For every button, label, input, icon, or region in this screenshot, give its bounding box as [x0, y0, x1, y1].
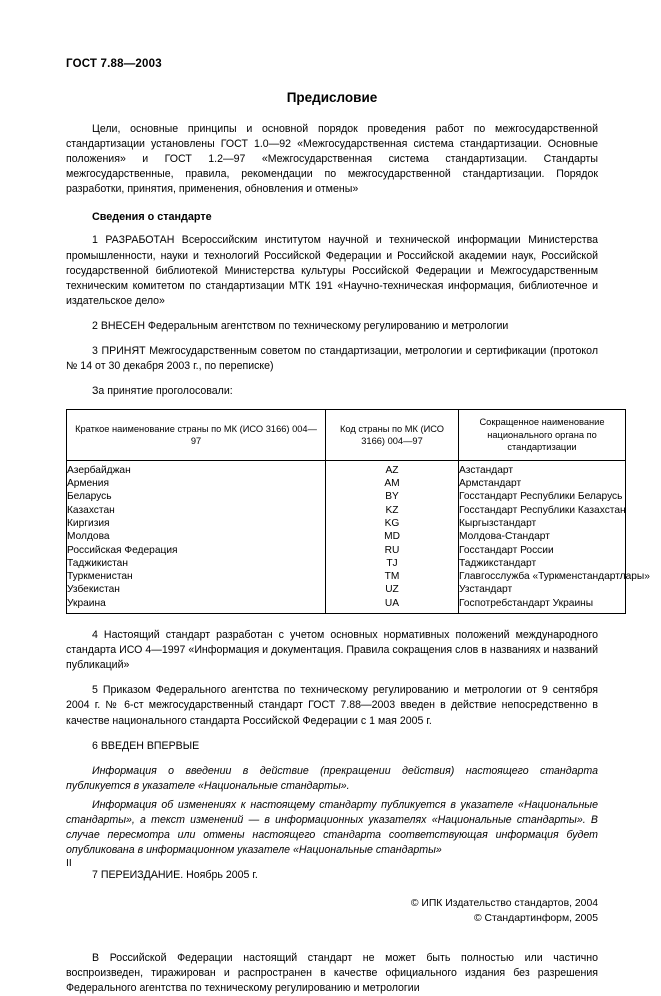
cell-country: Таджикистан: [67, 557, 326, 570]
cell-code: BY: [326, 490, 459, 503]
intro-paragraph: Цели, основные принципы и основной порядок проведения работ по межгосударственной стандартизации установлены ГОСТ 1.0—92 «Межгосударственная система стандартизации. Основные положения» и ГОСТ 1.2—97 «Межгосударственная система стандартизации. Стандарты межгосударственные, правила, рекомендации по межгосударственной стандартизации. Порядок разработки, принятия, применения, обновления и отмены»: [66, 123, 598, 196]
table-row: [67, 557, 626, 570]
cell-country: Казахстан: [67, 504, 326, 517]
note-introduction: Информация о введении в действие (прекращении действия) настоящего стандарта публикуется в указателе «Национальные стандарты».: [66, 764, 598, 792]
table-header-row: [67, 410, 626, 461]
table-row: [67, 597, 626, 614]
copyright-line-2: © Стандартинформ, 2005: [473, 912, 598, 924]
cell-code: TM: [326, 570, 459, 583]
table-row: [67, 517, 626, 530]
cell-code: TJ: [326, 557, 459, 570]
table-header-country: Краткое наименование страны по МК (ИСО 3166) 004—97: [67, 410, 326, 461]
cell-country: Украина: [67, 597, 326, 614]
clause-4: 4 Настоящий стандарт разработан с учетом основных нормативных положений международного стандарта ИСО 4—1997 «Информация и документация. Правила сокращения слов в названиях и названий публикаций»: [66, 629, 598, 672]
cell-body: Узстандарт: [459, 583, 626, 596]
clause-5: 5 Приказом Федерального агентства по техническому регулированию и метрологии от 9 сентября 2004 г. № 6-ст межгосударственный стандарт ГОСТ 7.88—2003 введен в действие непосредственно в качестве национального стандарта Российской Федерации с 1 мая 2005 г.: [66, 684, 598, 727]
cell-country: Беларусь: [67, 490, 326, 503]
table-row: [67, 490, 626, 503]
cell-code: KZ: [326, 504, 459, 517]
cell-code: RU: [326, 544, 459, 557]
cell-body: Армстандарт: [459, 477, 626, 490]
cell-code: KG: [326, 517, 459, 530]
clause-6: 6 ВВЕДЕН ВПЕРВЫЕ: [92, 739, 200, 752]
table-row: [67, 570, 626, 583]
cell-body: Таджикстандарт: [459, 557, 626, 570]
cell-country: Азербайджан: [67, 460, 326, 477]
copyright-block: [66, 897, 598, 926]
copyright-line-1: © ИПК Издательство стандартов, 2004: [410, 898, 598, 910]
reproduction-disclaimer: В Российской Федерации настоящий стандарт не может быть полностью или частично воспроизведен, тиражирован и распространен в качестве официального издания без разрешения Федерального агентства по техническому регулированию и метрологии: [66, 951, 598, 994]
table-header: [67, 410, 626, 461]
cell-body: Госстандарт Республики Казахстан: [459, 504, 626, 516]
cell-country: Молдова: [67, 530, 326, 543]
cell-country: Российская Федерация: [67, 544, 326, 557]
table-row: [67, 544, 626, 557]
clause-3: 3 ПРИНЯТ Межгосударственным советом по стандартизации, метрологии и сертификации (протокол № 14 от 30 декабря 2003 г., по переписке): [66, 345, 598, 373]
cell-code: AM: [326, 477, 459, 490]
cell-code: MD: [326, 530, 459, 543]
cell-body: Молдова-Стандарт: [459, 530, 626, 543]
cell-body: Кыргызстандарт: [459, 517, 626, 530]
table-body: [67, 460, 650, 613]
table-row: [67, 530, 626, 543]
cell-code: UA: [326, 597, 459, 614]
cell-code: AZ: [326, 460, 459, 477]
page-content: [66, 0, 650, 996]
cell-country: Туркменистан: [67, 570, 326, 583]
section-subheading: Сведения о стандарте: [92, 211, 212, 224]
cell-code: UZ: [326, 583, 459, 596]
cell-body: Главгосслужба «Туркменстандартлары»: [459, 571, 650, 583]
cell-country: Узбекистан: [67, 583, 326, 596]
clause-2: 2 ВНЕСЕН Федеральным агентством по техническому регулированию и метрологии: [92, 319, 509, 332]
cell-body: Госпотребстандарт Украины: [459, 597, 626, 614]
cell-body: Азстандарт: [459, 460, 626, 477]
table-row: [67, 504, 626, 517]
note-amendments: Информация об изменениях к настоящему стандарту публикуется в указателе «Национальные стандарты», а текст изменений — в информационных указателях «Национальные стандарты». В случае пересмотра или отмены настоящего стандарта соответствующая информация будет опубликована в информационном указателе «Национальные стандарты»: [66, 798, 598, 857]
page-number: II: [66, 858, 72, 869]
vote-intro: За принятие проголосовали:: [92, 385, 233, 398]
cell-country: Армения: [67, 477, 326, 490]
voting-countries-table: [66, 409, 650, 614]
table-row: [67, 477, 626, 490]
standard-number-header: ГОСТ 7.88—2003: [66, 58, 162, 70]
clause-1: 1 РАЗРАБОТАН Всероссийским институтом научной и технической информации Министерства промышленности, науки и технологий Российской Федерации и Российской академии наук, Российской государственной библиотекой Министерства культуры Российской Федерации и Межгосударственным техническим комитетом по стандартизации МТК 191 «Научно-техническая информация, библиотечное и издательское дело»: [66, 234, 598, 307]
page-title: Предисловие: [286, 90, 378, 105]
table-header-body: Сокращенное наименование национального органа по стандартизации: [459, 410, 626, 461]
table-row: [67, 460, 626, 477]
table-header-code: Код страны по МК (ИСО 3166) 004—97: [326, 410, 459, 461]
clause-7: 7 ПЕРЕИЗДАНИЕ. Ноябрь 2005 г.: [92, 869, 258, 882]
cell-body: Госстандарт России: [459, 544, 626, 557]
table-row: [67, 583, 626, 596]
cell-country: Киргизия: [67, 517, 326, 530]
cell-body: Госстандарт Республики Беларусь: [459, 490, 626, 503]
